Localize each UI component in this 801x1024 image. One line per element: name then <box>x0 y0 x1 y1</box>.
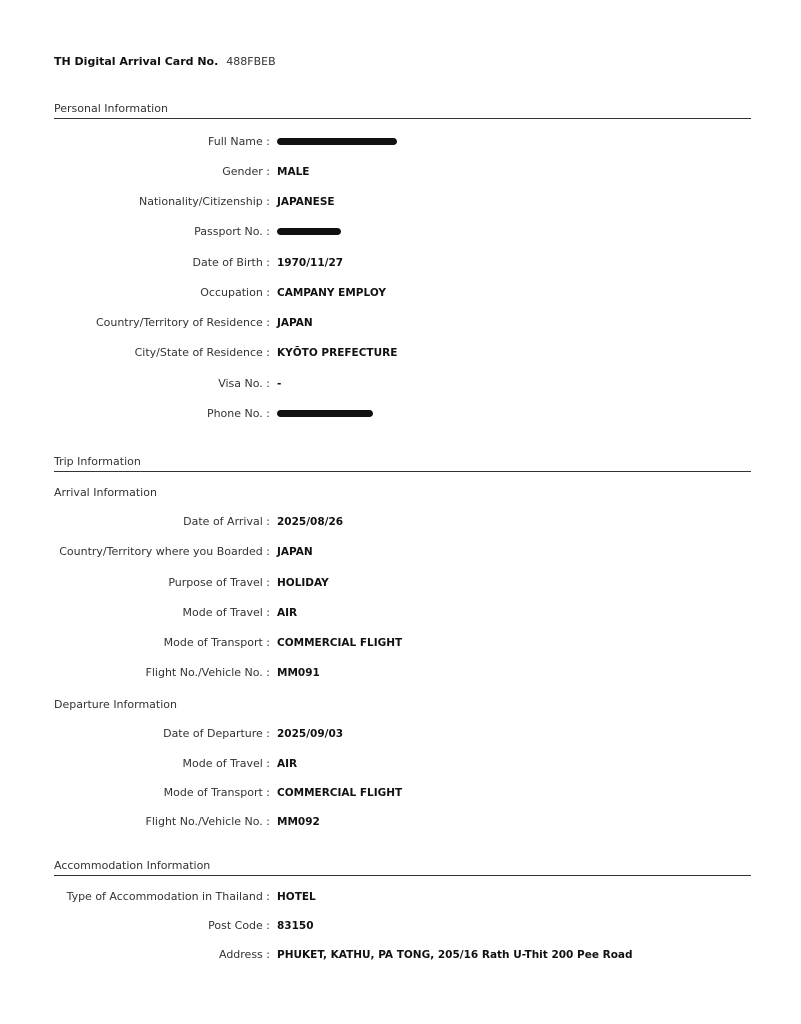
field-value: JAPAN <box>277 317 313 329</box>
field-occupation <box>0 285 801 301</box>
field-value: 2025/08/26 <box>277 516 344 528</box>
field-label: Visa No. : <box>218 377 270 390</box>
field-value: COMMERCIAL FLIGHT <box>277 637 403 649</box>
field-arrival-flight-number <box>0 665 801 681</box>
field-value: CAMPANY EMPLOY <box>277 287 386 299</box>
field-value: HOLIDAY <box>277 577 329 589</box>
field-label: Date of Birth : <box>192 256 270 269</box>
field-country-of-residence <box>0 315 801 331</box>
field-departure-mode-of-travel <box>0 756 801 772</box>
field-label: Mode of Transport : <box>163 636 270 649</box>
field-city-of-residence <box>0 345 801 361</box>
card-title: TH Digital Arrival Card No. <box>54 55 219 68</box>
redacted-full-name <box>277 134 397 150</box>
field-date-of-departure <box>0 726 801 742</box>
field-value: 2025/09/03 <box>277 728 344 740</box>
field-address <box>0 947 801 963</box>
section-accommodation-information: Accommodation Information <box>54 859 751 876</box>
field-label: Nationality/Citizenship : <box>139 195 270 208</box>
field-arrival-mode-of-transport <box>0 635 801 651</box>
field-value: 1970/11/27 <box>277 257 344 269</box>
card-number: 488FBEB <box>226 55 276 68</box>
field-value: PHUKET, KATHU, PA TONG, 205/16 Rath U-Thit 200 Pee Road <box>277 949 633 961</box>
field-value: MM091 <box>277 667 320 679</box>
field-value: 83150 <box>277 920 314 932</box>
field-label: Date of Departure : <box>163 727 270 740</box>
field-date-of-birth <box>0 255 801 271</box>
field-label: Mode of Travel : <box>182 606 270 619</box>
field-post-code <box>0 918 801 934</box>
field-accommodation-type <box>0 889 801 905</box>
field-label: Flight No./Vehicle No. : <box>145 666 270 679</box>
field-value: HOTEL <box>277 891 316 903</box>
field-value: MM092 <box>277 816 320 828</box>
field-value: MALE <box>277 166 310 178</box>
section-personal-information: Personal Information <box>54 102 751 119</box>
field-label: Mode of Transport : <box>163 786 270 799</box>
field-label: Flight No./Vehicle No. : <box>145 815 270 828</box>
field-value: JAPAN <box>277 546 313 558</box>
field-visa-number <box>0 376 801 392</box>
field-gender <box>0 164 801 180</box>
field-nationality <box>0 194 801 210</box>
field-label: Passport No. : <box>194 225 270 238</box>
field-label: Country/Territory where you Boarded : <box>59 545 270 558</box>
field-passport <box>0 224 801 240</box>
field-label: Country/Territory of Residence : <box>95 316 270 329</box>
redacted-phone-number <box>277 406 373 422</box>
section-trip-information: Trip Information <box>54 455 751 472</box>
field-departure-mode-of-transport <box>0 785 801 801</box>
field-value: AIR <box>277 607 298 619</box>
field-value: COMMERCIAL FLIGHT <box>277 787 403 799</box>
field-value: KYŌTO PREFECTURE <box>277 347 398 359</box>
document-header <box>54 55 276 68</box>
field-value: - <box>277 378 282 390</box>
field-value: AIR <box>277 758 298 770</box>
field-full-name <box>0 134 801 150</box>
field-label: Address : <box>218 948 270 961</box>
field-label: City/State of Residence : <box>134 346 270 359</box>
field-label: Date of Arrival : <box>183 515 270 528</box>
field-value: JAPANESE <box>277 196 335 208</box>
field-label: Mode of Travel : <box>182 757 270 770</box>
field-label: Post Code : <box>208 919 270 932</box>
subsection-departure-information: Departure Information <box>54 698 177 711</box>
field-label: Occupation : <box>200 286 270 299</box>
field-date-of-arrival <box>0 514 801 530</box>
redacted-passport-number <box>277 224 341 240</box>
field-label: Gender : <box>222 165 270 178</box>
field-label: Type of Accommodation in Thailand : <box>66 890 270 903</box>
field-departure-flight-number <box>0 814 801 830</box>
subsection-arrival-information: Arrival Information <box>54 486 157 499</box>
field-boarded-country <box>0 544 801 560</box>
field-label: Full Name : <box>208 135 270 148</box>
field-arrival-mode-of-travel <box>0 605 801 621</box>
field-label: Purpose of Travel : <box>168 576 270 589</box>
field-purpose-of-travel <box>0 575 801 591</box>
field-phone-number <box>0 406 801 422</box>
field-label: Phone No. : <box>206 407 270 420</box>
